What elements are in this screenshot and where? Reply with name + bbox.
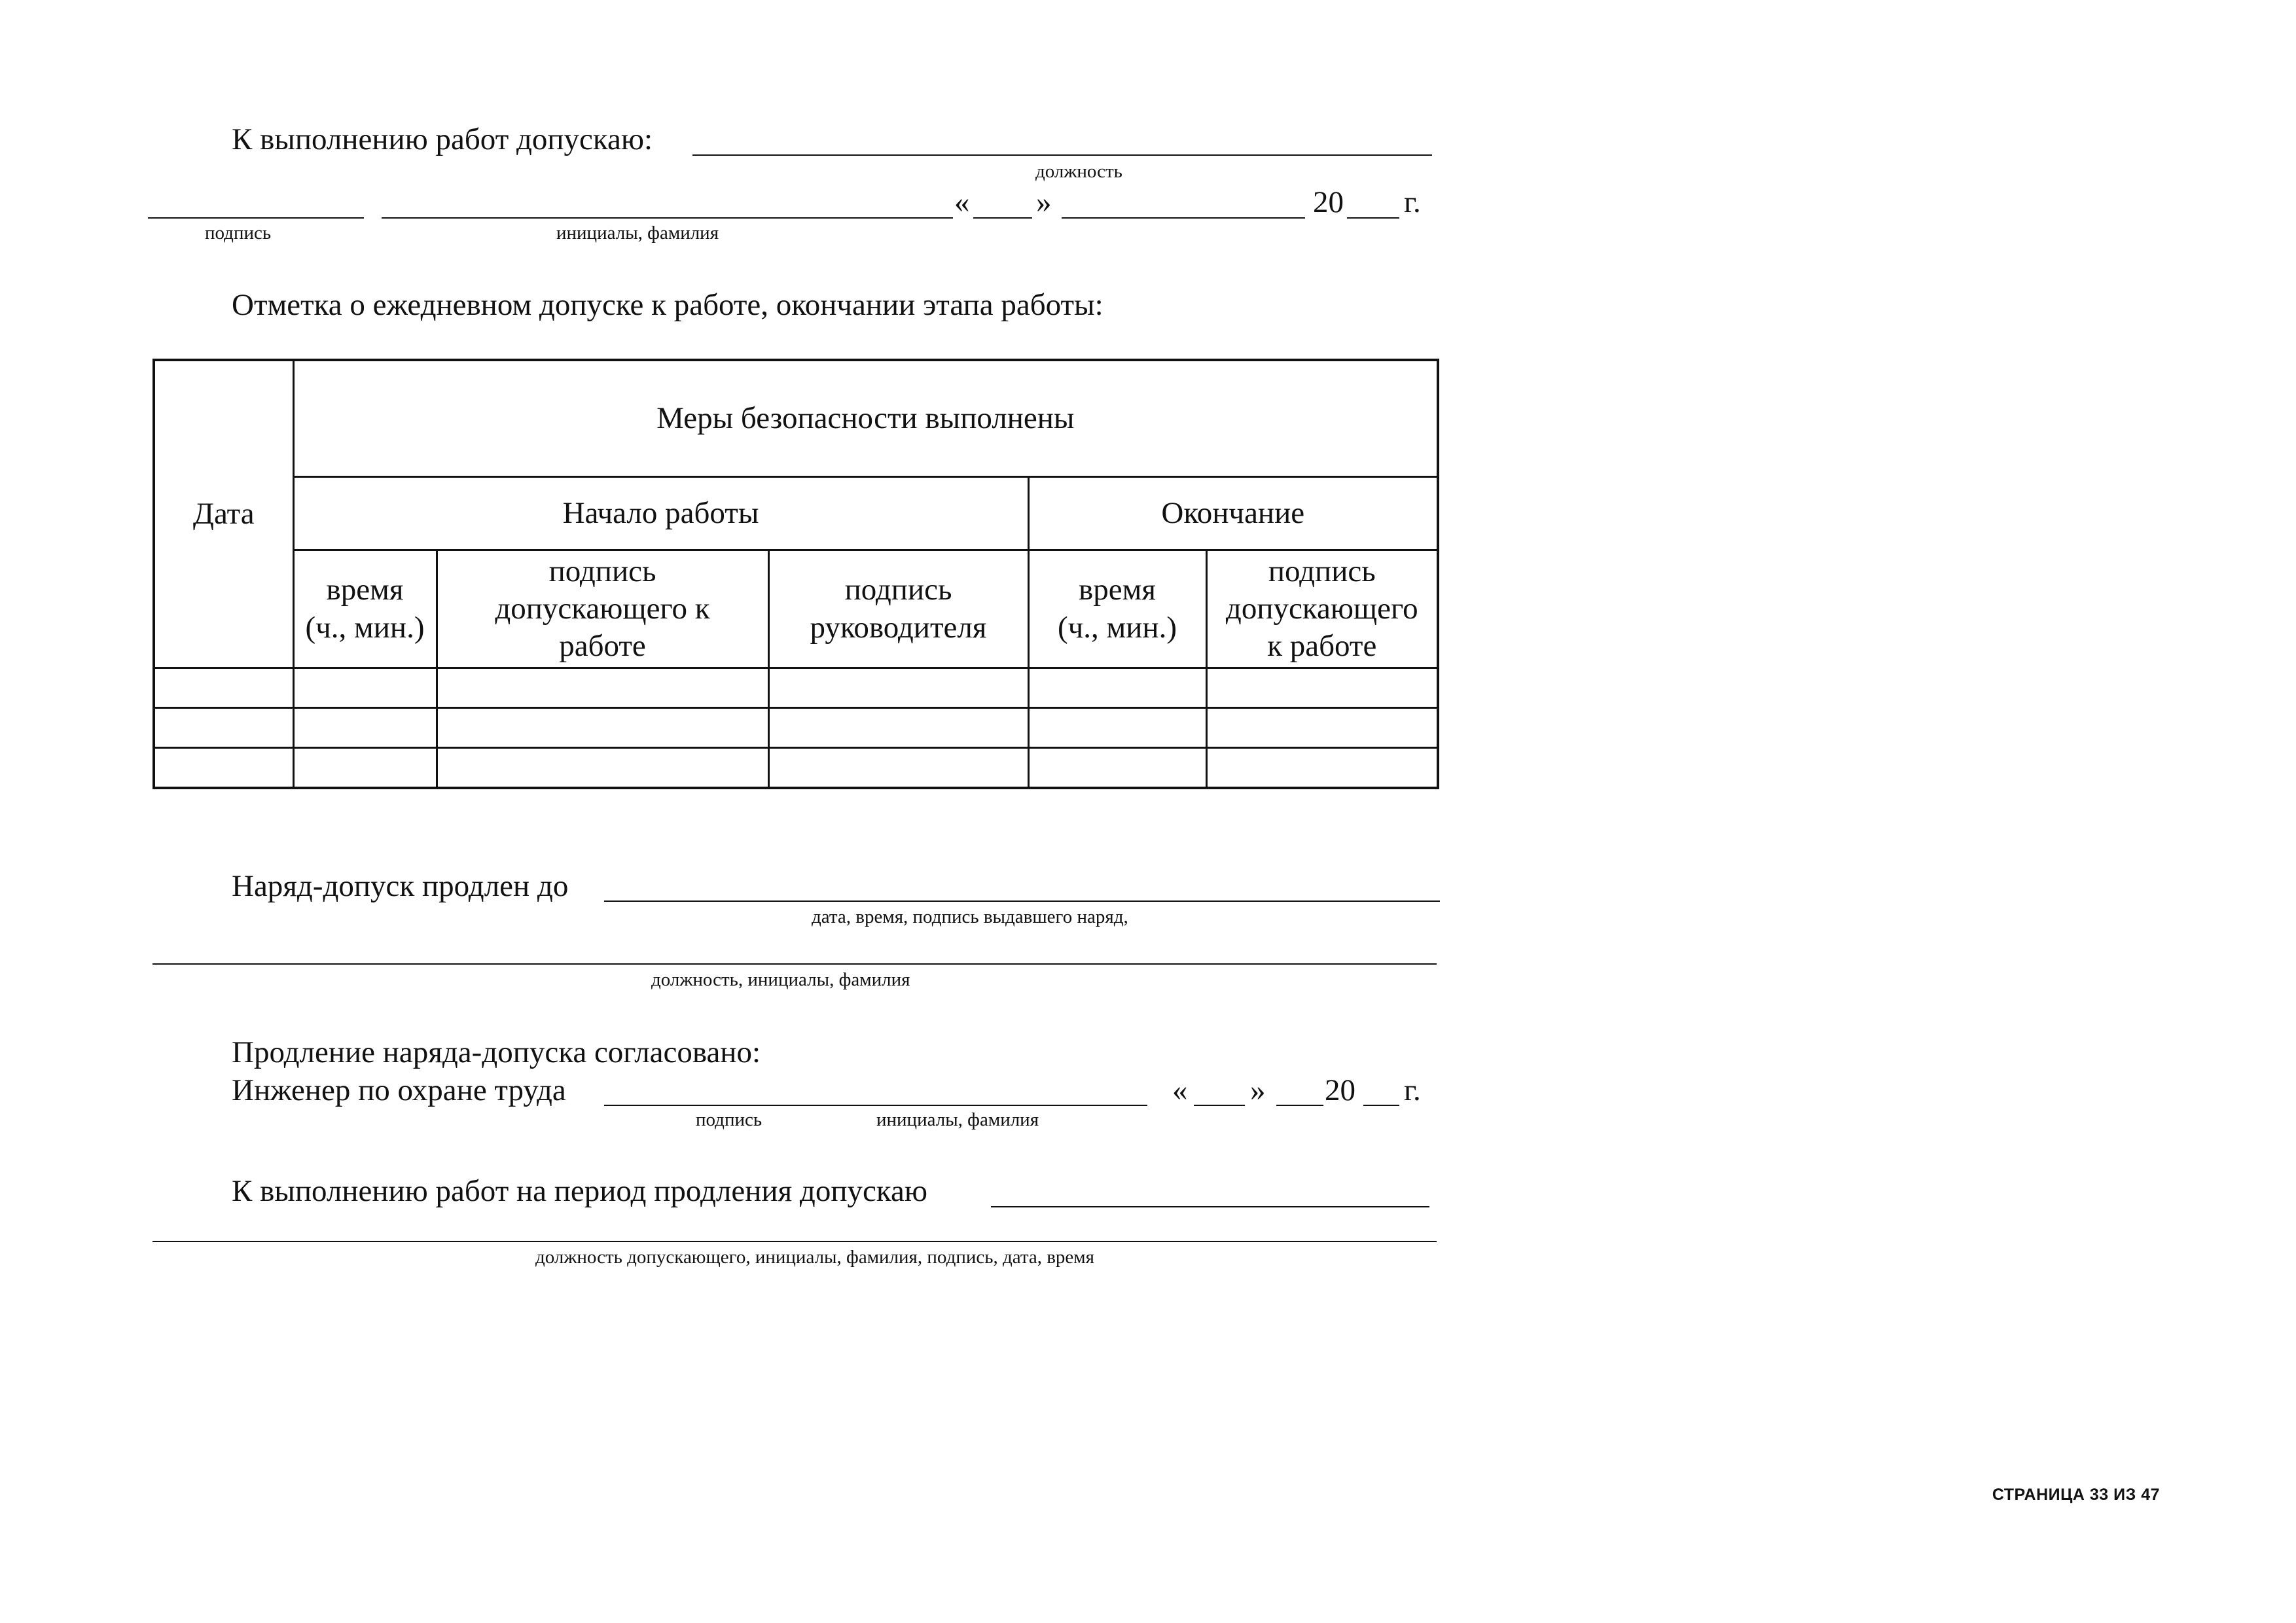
period-admission-line[interactable] [991,1206,1429,1207]
period-admission-line-2[interactable] [152,1241,1437,1242]
admission-label: К выполнению работ допускаю: [232,122,653,156]
extension-line-2[interactable] [152,963,1437,965]
caption-signature: подпись [205,223,272,243]
start-time-cell[interactable] [293,748,437,788]
end-admitter-signature-cell[interactable] [1206,748,1438,788]
daily-mark-heading: Отметка о ежедневном допуске к работе, окончании этапа работы: [232,288,1103,322]
agreement-caption-name: инициалы, фамилия [876,1109,1039,1130]
agreement-caption-signature: подпись [696,1109,762,1130]
admission-position-line[interactable] [692,154,1432,156]
agreement-day-line[interactable] [1194,1105,1245,1106]
end-admitter-signature-cell[interactable] [1206,668,1438,708]
agreement-year-line[interactable] [1363,1105,1399,1106]
end-time-cell[interactable] [1028,668,1206,708]
end-time-cell[interactable] [1028,708,1206,748]
end-time-header: время (ч., мин.) [1028,550,1206,668]
start-admitter-signature-header: подпись допускающего к работе [437,550,768,668]
start-supervisor-signature-cell[interactable] [768,668,1028,708]
end-time-cell[interactable] [1028,748,1206,788]
col-date-header: Дата [154,360,293,668]
start-time-cell[interactable] [293,668,437,708]
start-admitter-signature-cell[interactable] [437,748,768,788]
quote-close: » [1036,185,1052,219]
end-admitter-signature-cell[interactable] [1206,708,1438,748]
date-cell[interactable] [154,748,293,788]
caption-name: инициалы, фамилия [556,223,719,243]
safety-engineer-signature-line[interactable] [604,1105,1147,1106]
table-row [154,668,1438,708]
agreement-year-prefix: 20 [1325,1073,1355,1107]
start-admitter-signature-cell[interactable] [437,708,768,748]
date-cell[interactable] [154,708,293,748]
start-time-header: время (ч., мин.) [293,550,437,668]
start-time-cell[interactable] [293,708,437,748]
end-admitter-signature-header: подпись допускающего к работе [1206,550,1438,668]
extension-caption-2: должность, инициалы, фамилия [651,969,910,990]
page-number: СТРАНИЦА 33 ИЗ 47 [1992,1486,2160,1504]
admission-day-line[interactable] [973,217,1032,219]
work-end-header: Окончание [1028,476,1438,550]
admission-year-line[interactable] [1347,217,1399,219]
extension-line[interactable] [604,901,1440,902]
work-start-header: Начало работы [293,476,1028,550]
year-prefix: 20 [1313,185,1344,219]
agreement-label: Продление наряда-допуска согласовано: [232,1035,761,1069]
start-supervisor-signature-cell[interactable] [768,748,1028,788]
period-admission-caption: должность допускающего, инициалы, фамилия, подпись, дата, время [535,1247,1094,1268]
start-supervisor-signature-header: подпись руководителя [768,550,1028,668]
start-admitter-signature-cell[interactable] [437,668,768,708]
admission-signature-line[interactable] [148,217,364,219]
start-supervisor-signature-cell[interactable] [768,708,1028,748]
table-row [154,748,1438,788]
extension-label: Наряд-допуск продлен до [232,869,569,903]
year-suffix: г. [1404,185,1421,219]
safety-engineer-label: Инженер по охране труда [232,1073,566,1107]
agreement-year-suffix: г. [1404,1073,1421,1107]
agreement-month-line[interactable] [1276,1105,1323,1106]
period-admission-label: К выполнению работ на период продления допускаю [232,1174,927,1208]
agreement-quote-close: » [1250,1073,1266,1107]
extension-caption-1: дата, время, подпись выдавшего наряд, [812,906,1128,927]
safety-measures-header: Меры безопасности выполнены [293,360,1438,476]
date-cell[interactable] [154,668,293,708]
admission-name-line[interactable] [382,217,953,219]
table-row [154,708,1438,748]
caption-position: должность [1035,161,1122,182]
admission-month-line[interactable] [1062,217,1305,219]
quote-open: « [954,185,970,219]
daily-admission-table [152,359,1439,789]
agreement-quote-open: « [1172,1073,1188,1107]
